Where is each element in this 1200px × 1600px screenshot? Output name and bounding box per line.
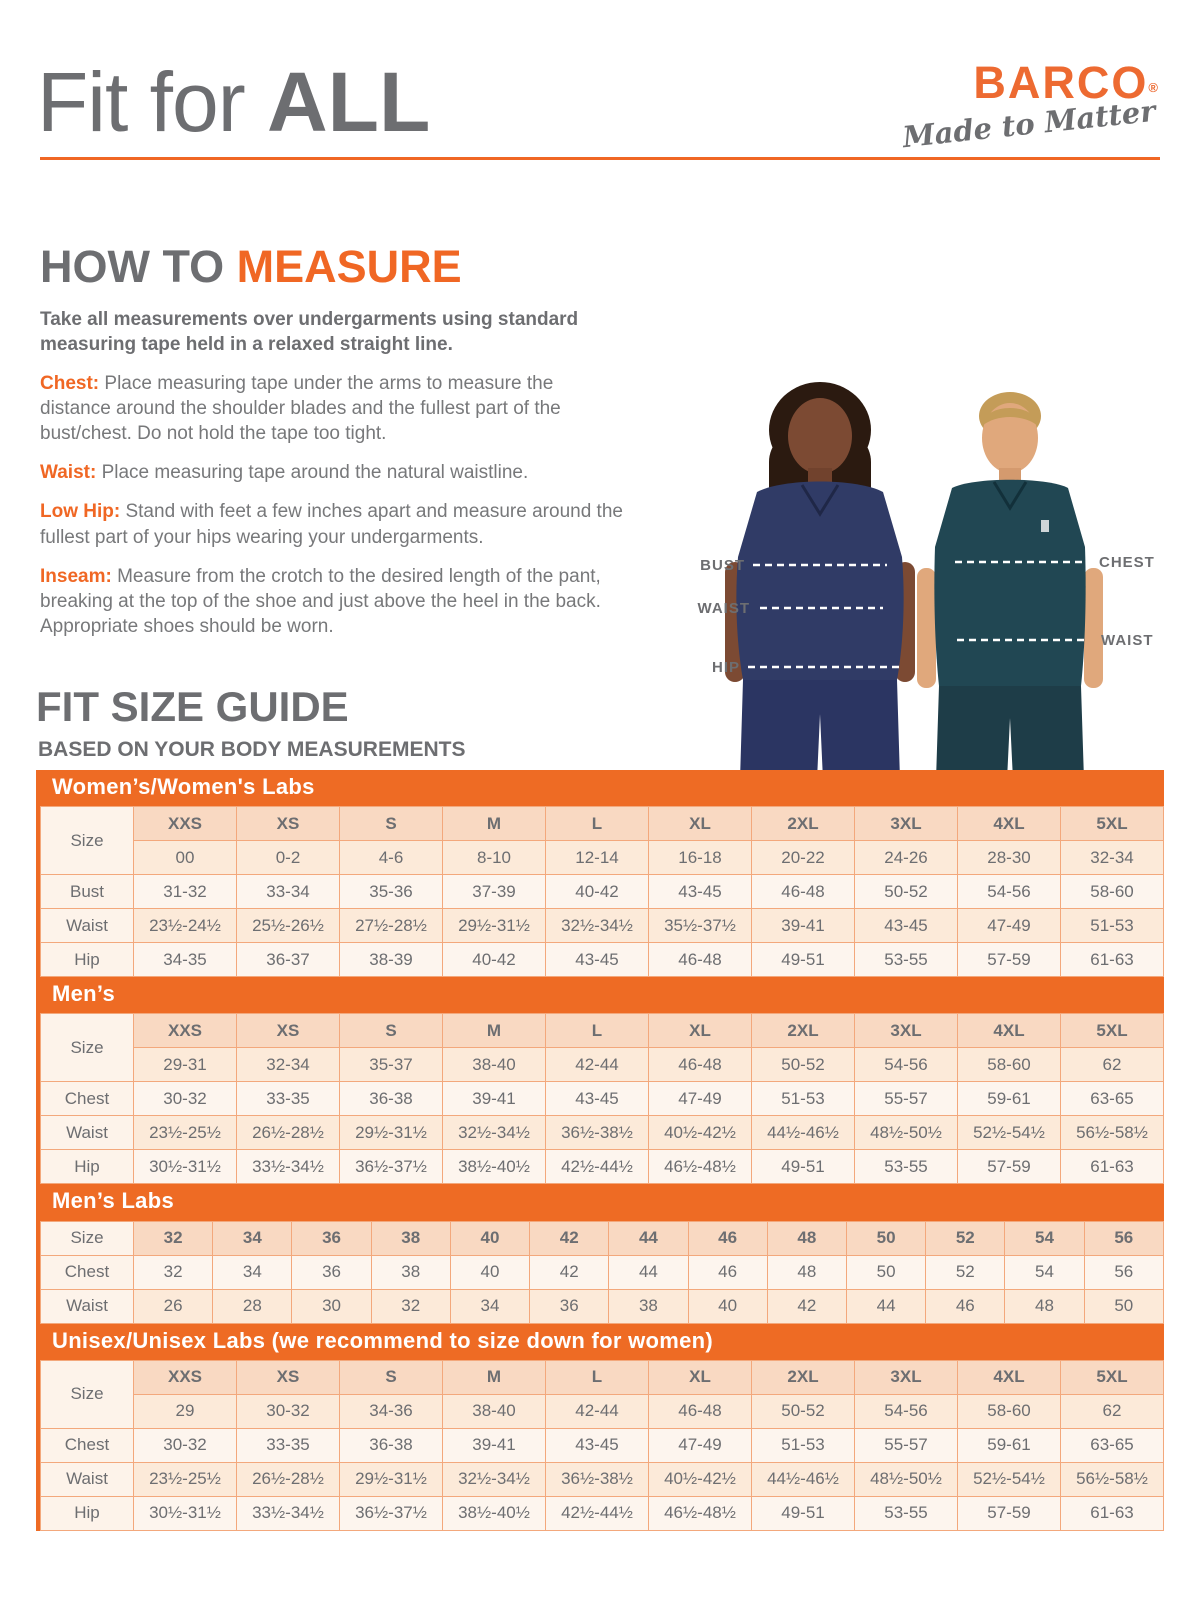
table-row (41, 1014, 1164, 1048)
size-number-cell: 4-6 (340, 841, 443, 875)
value-cell: 51-53 (1061, 909, 1164, 943)
size-table (40, 1221, 1164, 1324)
value-cell: 43-45 (855, 909, 958, 943)
size-number-cell: 28-30 (958, 841, 1061, 875)
value-cell: 33-35 (237, 1428, 340, 1462)
row-label: Waist (41, 909, 134, 943)
size-number-cell: 50-52 (752, 1048, 855, 1082)
size-header-cell: XL (649, 807, 752, 841)
value-cell: 30½-31½ (134, 1150, 237, 1184)
value-cell: 56½-58½ (1061, 1462, 1164, 1496)
measure-item-lowhip: Low Hip: Stand with feet a few inches apart and measure around the fullest part of your hips wearing your undergarments. (40, 501, 623, 548)
size-header-cell: M (443, 1360, 546, 1394)
size-number-cell: 62 (1061, 1394, 1164, 1428)
waist-label-left: WAIST (697, 600, 750, 617)
value-cell: 39-41 (443, 1082, 546, 1116)
size-header-cell: XXS (134, 1360, 237, 1394)
value-cell: 57-59 (958, 1150, 1061, 1184)
value-cell: 48 (767, 1255, 846, 1289)
size-header-cell: S (340, 1360, 443, 1394)
value-cell: 47-49 (649, 1082, 752, 1116)
size-number-cell: 20-22 (752, 841, 855, 875)
table-row (41, 1221, 1164, 1255)
value-cell: 61-63 (1061, 1150, 1164, 1184)
size-number-cell: 46-48 (649, 1394, 752, 1428)
value-cell: 38-39 (340, 943, 443, 977)
size-header-cell: 5XL (1061, 1360, 1164, 1394)
value-cell: 23½-24½ (134, 909, 237, 943)
value-cell: 36½-38½ (546, 1462, 649, 1496)
size-number-cell: 8-10 (443, 841, 546, 875)
value-cell: 33-35 (237, 1082, 340, 1116)
brand-name: BARCO® (973, 57, 1158, 108)
size-number-cell: 62 (1061, 1048, 1164, 1082)
size-header-cell: 2XL (752, 1014, 855, 1048)
value-cell: 59-61 (958, 1428, 1061, 1462)
size-header-cell: M (443, 807, 546, 841)
size-number-cell: 58-60 (958, 1048, 1061, 1082)
size-header-cell: 5XL (1061, 807, 1164, 841)
brand-logo (900, 57, 1158, 155)
value-cell: 40½-42½ (649, 1462, 752, 1496)
value-cell: 33½-34½ (237, 1496, 340, 1530)
value-cell: 53-55 (855, 1150, 958, 1184)
value-cell: 57-59 (958, 943, 1061, 977)
value-cell: 26½-28½ (237, 1462, 340, 1496)
value-cell: 52½-54½ (958, 1462, 1061, 1496)
value-cell: 51-53 (752, 1428, 855, 1462)
value-cell: 32½-34½ (546, 909, 649, 943)
header-divider (40, 157, 1160, 160)
value-cell: 36½-37½ (340, 1496, 443, 1530)
size-header-cell: 4XL (958, 1360, 1061, 1394)
row-label: Chest (41, 1428, 134, 1462)
waist-label-right: WAIST (1101, 632, 1154, 649)
value-cell: 49-51 (752, 1150, 855, 1184)
value-cell: 47-49 (958, 909, 1061, 943)
value-cell: 42 (530, 1255, 609, 1289)
table-row (41, 943, 1164, 977)
value-cell: 53-55 (855, 1496, 958, 1530)
size-number-cell: 46-48 (649, 1048, 752, 1082)
value-cell: 36-38 (340, 1428, 443, 1462)
value-cell: 32 (134, 1255, 213, 1289)
row-label: Waist (41, 1116, 134, 1150)
size-header-cell: XXS (134, 1014, 237, 1048)
value-cell: 36-37 (237, 943, 340, 977)
size-header-cell: 52 (926, 1221, 1005, 1255)
value-cell: 40 (688, 1289, 767, 1323)
size-header-cell: 48 (767, 1221, 846, 1255)
size-number-cell: 32-34 (237, 1048, 340, 1082)
size-number-cell: 29-31 (134, 1048, 237, 1082)
table-row (41, 1082, 1164, 1116)
value-cell: 29½-31½ (443, 909, 546, 943)
row-label: Hip (41, 1150, 134, 1184)
value-cell: 39-41 (752, 909, 855, 943)
size-table (40, 1360, 1164, 1531)
page-title (37, 55, 431, 149)
size-header-cell: S (340, 1014, 443, 1048)
size-table (40, 806, 1164, 977)
value-cell: 38½-40½ (443, 1496, 546, 1530)
value-cell: 38 (609, 1289, 688, 1323)
measure-item-waist: Waist: Place measuring tape around the natural waistline. (40, 462, 529, 484)
value-cell: 50 (1084, 1289, 1163, 1323)
value-cell: 52 (926, 1255, 1005, 1289)
table-row (41, 1462, 1164, 1496)
value-cell: 54-56 (958, 875, 1061, 909)
size-number-cell: 0-2 (237, 841, 340, 875)
size-number-cell: 29 (134, 1394, 237, 1428)
value-cell: 36-38 (340, 1082, 443, 1116)
size-number-cell: 42-44 (546, 1048, 649, 1082)
value-cell: 36½-37½ (340, 1150, 443, 1184)
size-header-cell: XXS (134, 807, 237, 841)
size-header-cell: 3XL (855, 807, 958, 841)
size-header-cell: 54 (1005, 1221, 1084, 1255)
value-cell: 35½-37½ (649, 909, 752, 943)
size-table (40, 1013, 1164, 1184)
value-cell: 28 (213, 1289, 292, 1323)
chest-pocket (1041, 520, 1049, 532)
value-cell: 40½-42½ (649, 1116, 752, 1150)
size-header-cell: 5XL (1061, 1014, 1164, 1048)
value-cell: 26½-28½ (237, 1116, 340, 1150)
size-header-cell: 44 (609, 1221, 688, 1255)
value-cell: 30-32 (134, 1428, 237, 1462)
size-header-cell: 32 (134, 1221, 213, 1255)
size-number-cell: 35-37 (340, 1048, 443, 1082)
value-cell: 29½-31½ (340, 1462, 443, 1496)
value-cell: 35-36 (340, 875, 443, 909)
value-cell: 48 (1005, 1289, 1084, 1323)
table-row (41, 1048, 1164, 1082)
size-header-cell: 3XL (855, 1014, 958, 1048)
size-header-cell: 2XL (752, 1360, 855, 1394)
measure-item-chest: Chest: Place measuring tape under the arms to measure the distance around the shoulder blades and the fullest part of the bust/chest. Do not hold the tape too tight. (40, 373, 561, 445)
value-cell: 44 (846, 1289, 925, 1323)
value-cell: 46½-48½ (649, 1496, 752, 1530)
size-header-cell: XS (237, 1014, 340, 1048)
measure-intro: Take all measurements over undergarments using standard measuring tape held in a relaxed straight line. (40, 309, 579, 356)
size-number-cell: 30-32 (237, 1394, 340, 1428)
value-cell: 43-45 (546, 1082, 649, 1116)
value-cell: 55-57 (855, 1428, 958, 1462)
value-cell: 33-34 (237, 875, 340, 909)
size-number-cell: 38-40 (443, 1394, 546, 1428)
size-table-section (36, 977, 1164, 1184)
table-row (41, 1255, 1164, 1289)
size-number-cell: 38-40 (443, 1048, 546, 1082)
size-number-cell: 54-56 (855, 1394, 958, 1428)
value-cell: 34-35 (134, 943, 237, 977)
row-label: Size (41, 1360, 134, 1428)
size-number-cell: 24-26 (855, 841, 958, 875)
value-cell: 39-41 (443, 1428, 546, 1462)
page-title-bold: ALL (267, 55, 431, 149)
table-banner: Women’s/Women's Labs (40, 770, 1164, 806)
table-banner: Men’s Labs (40, 1184, 1164, 1220)
size-number-cell: 54-56 (855, 1048, 958, 1082)
value-cell: 38½-40½ (443, 1150, 546, 1184)
size-table-section (36, 1324, 1164, 1531)
value-cell: 44½-46½ (752, 1462, 855, 1496)
size-header-cell: 50 (846, 1221, 925, 1255)
registered-mark-icon: ® (1148, 80, 1158, 95)
size-header-cell: 38 (371, 1221, 450, 1255)
value-cell: 44 (609, 1255, 688, 1289)
table-row (41, 841, 1164, 875)
value-cell: 37-39 (443, 875, 546, 909)
value-cell: 46½-48½ (649, 1150, 752, 1184)
table-row (41, 1496, 1164, 1530)
value-cell: 42½-44½ (546, 1496, 649, 1530)
chest-label: CHEST (1099, 554, 1155, 571)
size-guide-title: FIT SIZE GUIDE (36, 683, 349, 730)
value-cell: 63-65 (1061, 1428, 1164, 1462)
value-cell: 46-48 (752, 875, 855, 909)
value-cell: 23½-25½ (134, 1116, 237, 1150)
value-cell: 43-45 (546, 1428, 649, 1462)
value-cell: 57-59 (958, 1496, 1061, 1530)
value-cell: 36½-38½ (546, 1116, 649, 1150)
fit-size-guide-section (36, 683, 1164, 1531)
value-cell: 31-32 (134, 875, 237, 909)
value-cell: 48½-50½ (855, 1116, 958, 1150)
value-cell: 56 (1084, 1255, 1163, 1289)
size-header-cell: 4XL (958, 807, 1061, 841)
table-row (41, 1150, 1164, 1184)
value-cell: 27½-28½ (340, 909, 443, 943)
size-header-cell: 2XL (752, 807, 855, 841)
size-header-cell: S (340, 807, 443, 841)
measure-item-inseam: Inseam: Measure from the crotch to the desired length of the pant, breaking at the top of the shoe and just above the heel in the back. Appropriate shoes should be worn. (40, 565, 601, 637)
value-cell: 49-51 (752, 1496, 855, 1530)
value-cell: 50 (846, 1255, 925, 1289)
size-number-cell: 50-52 (752, 1394, 855, 1428)
size-header-cell: 34 (213, 1221, 292, 1255)
size-header-cell: 36 (292, 1221, 371, 1255)
value-cell: 42½-44½ (546, 1150, 649, 1184)
value-cell: 34 (213, 1255, 292, 1289)
value-cell: 40-42 (546, 875, 649, 909)
size-header-cell: 40 (450, 1221, 529, 1255)
row-label: Bust (41, 875, 134, 909)
table-row (41, 1289, 1164, 1323)
value-cell: 36 (530, 1289, 609, 1323)
size-number-cell: 34-36 (340, 1394, 443, 1428)
value-cell: 38 (371, 1255, 450, 1289)
value-cell: 58-60 (1061, 875, 1164, 909)
size-number-cell: 12-14 (546, 841, 649, 875)
size-header-cell: XS (237, 1360, 340, 1394)
table-row (41, 875, 1164, 909)
table-row (41, 909, 1164, 943)
how-to-measure-title-accent: MEASURE (236, 241, 462, 292)
size-number-cell: 00 (134, 841, 237, 875)
value-cell: 33½-34½ (237, 1150, 340, 1184)
value-cell: 52½-54½ (958, 1116, 1061, 1150)
value-cell: 49-51 (752, 943, 855, 977)
value-cell: 56½-58½ (1061, 1116, 1164, 1150)
value-cell: 59-61 (958, 1082, 1061, 1116)
size-table-section (36, 1184, 1164, 1323)
size-guide-subtitle: BASED ON YOUR BODY MEASUREMENTS (38, 738, 466, 761)
value-cell: 46-48 (649, 943, 752, 977)
value-cell: 30 (292, 1289, 371, 1323)
size-header-cell: L (546, 1014, 649, 1048)
value-cell: 63-65 (1061, 1082, 1164, 1116)
value-cell: 40 (450, 1255, 529, 1289)
row-label: Chest (41, 1082, 134, 1116)
value-cell: 32½-34½ (443, 1462, 546, 1496)
table-row (41, 807, 1164, 841)
size-header-cell: L (546, 807, 649, 841)
value-cell: 32 (371, 1289, 450, 1323)
page-title-light: Fit for (37, 55, 268, 149)
value-cell: 61-63 (1061, 1496, 1164, 1530)
value-cell: 26 (134, 1289, 213, 1323)
row-label: Waist (41, 1289, 134, 1323)
value-cell: 32½-34½ (443, 1116, 546, 1150)
value-cell: 30-32 (134, 1082, 237, 1116)
size-header-cell: XS (237, 807, 340, 841)
value-cell: 53-55 (855, 943, 958, 977)
size-header-cell: 46 (688, 1221, 767, 1255)
value-cell: 25½-26½ (237, 909, 340, 943)
size-header-cell: 56 (1084, 1221, 1163, 1255)
how-to-measure-title: HOW TO MEASURE (40, 241, 462, 292)
size-table-section (36, 770, 1164, 977)
value-cell: 34 (450, 1289, 529, 1323)
size-header-cell: L (546, 1360, 649, 1394)
value-cell: 42 (767, 1289, 846, 1323)
value-cell: 44½-46½ (752, 1116, 855, 1150)
row-label: Chest (41, 1255, 134, 1289)
row-label: Hip (41, 1496, 134, 1530)
size-number-cell: 16-18 (649, 841, 752, 875)
hip-label: HIP (711, 659, 740, 676)
value-cell: 48½-50½ (855, 1462, 958, 1496)
size-header-cell: M (443, 1014, 546, 1048)
row-label: Hip (41, 943, 134, 977)
table-row (41, 1360, 1164, 1394)
row-label: Size (41, 1014, 134, 1082)
size-number-cell: 32-34 (1061, 841, 1164, 875)
size-header-cell: XL (649, 1360, 752, 1394)
value-cell: 54 (1005, 1255, 1084, 1289)
table-row (41, 1394, 1164, 1428)
size-header-cell: XL (649, 1014, 752, 1048)
size-header-cell: 42 (530, 1221, 609, 1255)
value-cell: 40-42 (443, 943, 546, 977)
row-label: Size (41, 807, 134, 875)
table-row (41, 1116, 1164, 1150)
value-cell: 47-49 (649, 1428, 752, 1462)
value-cell: 51-53 (752, 1082, 855, 1116)
table-banner: Unisex/Unisex Labs (we recommend to size down for women) (40, 1324, 1164, 1360)
table-banner: Men’s (40, 977, 1164, 1013)
brand-tagline: Made to Matter (900, 93, 1158, 155)
value-cell: 30½-31½ (134, 1496, 237, 1530)
value-cell: 46 (926, 1289, 1005, 1323)
value-cell: 29½-31½ (340, 1116, 443, 1150)
size-header-cell: 4XL (958, 1014, 1061, 1048)
bust-label: BUST (700, 557, 745, 574)
how-to-measure-section (40, 241, 630, 653)
value-cell: 43-45 (649, 875, 752, 909)
value-cell: 43-45 (546, 943, 649, 977)
value-cell: 23½-25½ (134, 1462, 237, 1496)
row-label: Waist (41, 1462, 134, 1496)
size-tables (36, 770, 1164, 1531)
row-label: Size (41, 1221, 134, 1255)
value-cell: 50-52 (855, 875, 958, 909)
value-cell: 36 (292, 1255, 371, 1289)
size-number-cell: 42-44 (546, 1394, 649, 1428)
size-number-cell: 58-60 (958, 1394, 1061, 1428)
value-cell: 61-63 (1061, 943, 1164, 977)
value-cell: 46 (688, 1255, 767, 1289)
size-header-cell: 3XL (855, 1360, 958, 1394)
value-cell: 55-57 (855, 1082, 958, 1116)
table-row (41, 1428, 1164, 1462)
